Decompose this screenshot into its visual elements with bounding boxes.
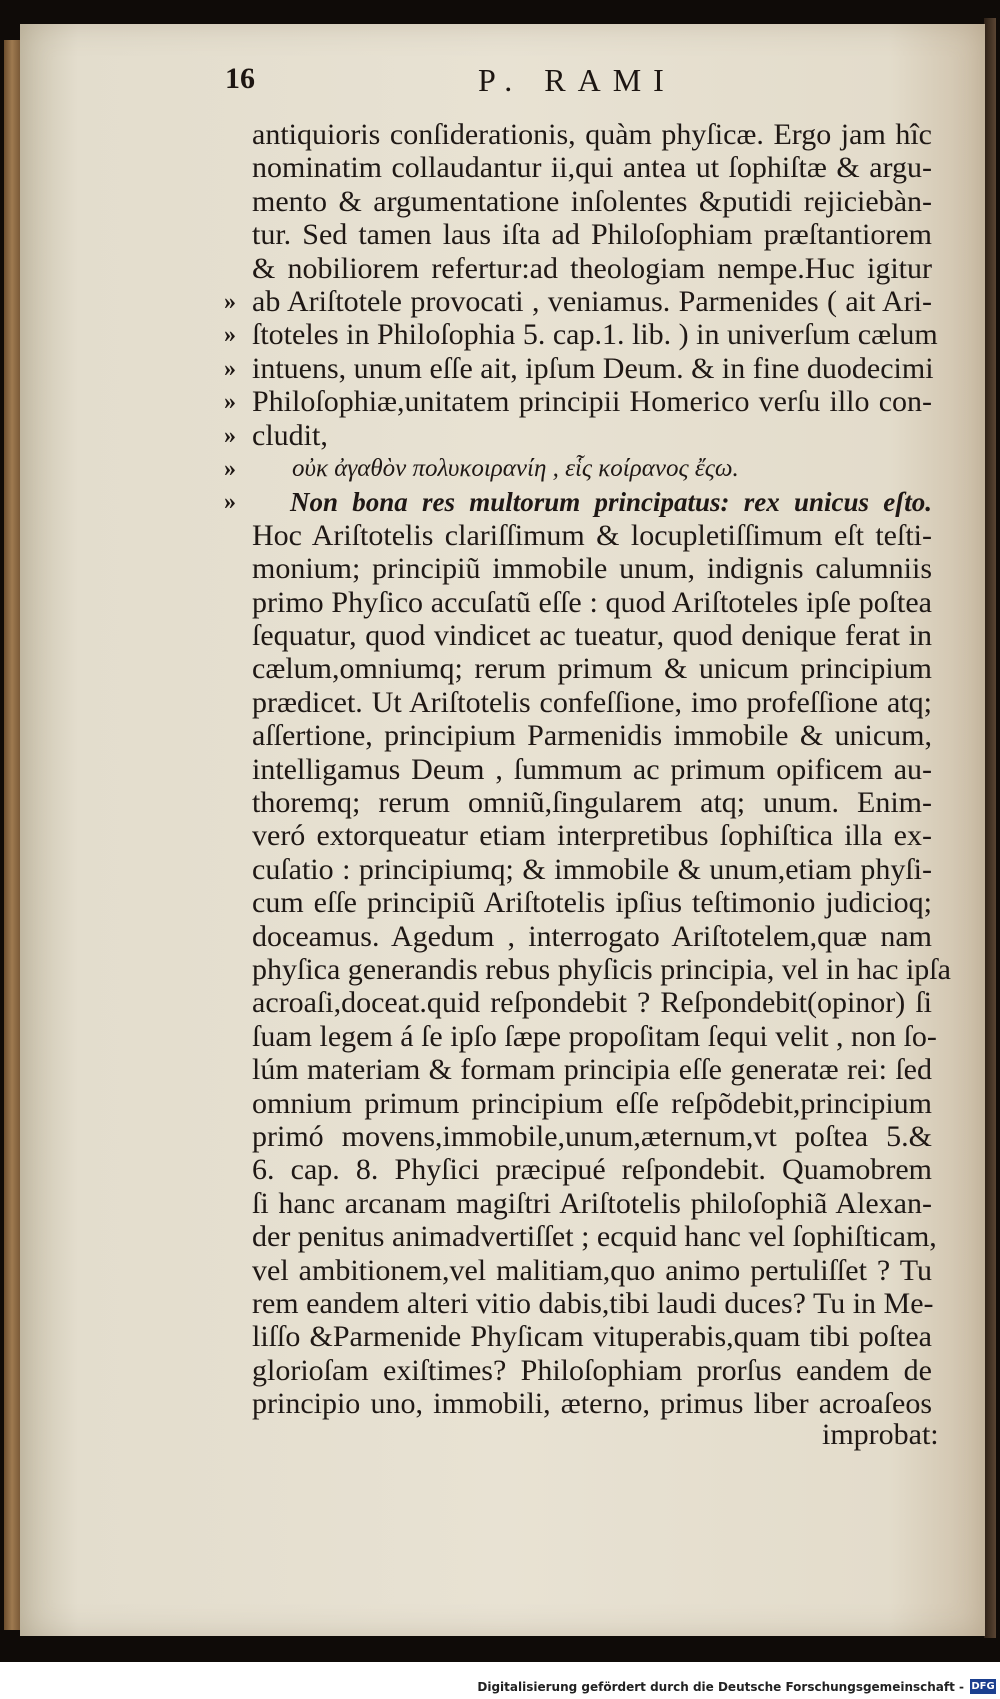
text-line: lúm materiam & formam principia eſſe generatæ rei: ſed: [252, 1053, 932, 1086]
quotation-mark: »: [224, 389, 236, 415]
text-line: ſtoteles in Philoſophia 5. cap.1. lib. ) in univerſum cælum: [252, 318, 938, 351]
text-line: intuens, unum eſſe ait, ipſum Deum. & in fine duodecimi: [252, 352, 934, 385]
quotation-mark: »: [224, 489, 236, 515]
text-line: cludit,: [252, 419, 328, 452]
text-line: aſſertione, principium Parmenidis immobile & unicum,: [252, 719, 932, 752]
text-line: Hoc Ariſtotelis clariſſimum & locupletiſſimum eſt teſti-: [252, 519, 932, 552]
text-line: der penitus animadvertiſſet ; ecquid hanc vel ſophiſticam,: [252, 1220, 937, 1253]
dfg-logo: DFG: [971, 1681, 995, 1692]
text-line: veró extorqueatur etiam interpretibus ſophiſtica illa ex-: [252, 819, 932, 852]
text-line: liſſo &Parmenide Phyſicam vituperabis,quam tibi poſtea: [252, 1320, 932, 1353]
text-line: οὐκ ἀγαθὸν πολυκοιρανίη , εἷς κοίρανος ἔςω.: [292, 455, 739, 482]
page-number: 16: [225, 62, 255, 95]
text-line: ab Ariſtotele provocati , veniamus. Parmenides ( ait Ari-: [252, 285, 932, 318]
text-line: monium; principiũ immobile unum, indignis calumniis: [252, 552, 932, 585]
text-line: cum eſſe principiũ Ariſtotelis ipſius teſtimonio judicioq;: [252, 886, 932, 919]
text-line: glorioſam exiſtimes? Philoſophiam prorſus eandem de: [252, 1354, 932, 1387]
text-line: vel ambitionem,vel malitiam,quo animo pertuliſſet ? Tu: [252, 1254, 932, 1287]
text-line: ſi hanc arcanam magiſtri Ariſtotelis philoſophiã Alexan-: [252, 1187, 932, 1220]
text-line: phyſica generandis rebus phyſicis principia, vel in hac ipſa: [252, 953, 951, 986]
text-line: intelligamus Deum , ſummum ac primum opificem au-: [252, 753, 932, 786]
text-line: cælum,omniumq; rerum primum & unicum principium: [252, 652, 932, 685]
text-line: mento & argumentatione inſolentes &putidi rejiciebàn-: [252, 185, 932, 218]
text-line: rem eandem alteri vitio dabis,tibi laudi duces? Tu in Me-: [252, 1287, 934, 1320]
running-head: P. RAMI: [478, 62, 676, 98]
quotation-mark: »: [224, 423, 236, 449]
text-line: antiquioris conſiderationis, quàm phyſicæ. Ergo jam hîc: [252, 118, 932, 151]
text-line: primó movens,immobile,unum,æternum,vt poſtea 5.&: [252, 1120, 932, 1153]
text-line: acroaſi,doceat.quid reſpondebit ? Reſpondebit(opinor) ſi: [252, 986, 932, 1019]
text-line: tur. Sed tamen laus iſta ad Philoſophiam præſtantiorem: [252, 218, 932, 251]
quotation-mark: »: [224, 456, 236, 482]
quotation-mark: »: [224, 322, 236, 348]
text-line: 6. cap. 8. Phyſici præcipué reſpondebit. Quamobrem: [252, 1153, 932, 1186]
text-line: cuſatio : principiumq; & immobile & unum,etiam phyſi-: [252, 853, 932, 886]
text-line: omnium primum principium eſſe reſpõdebit,principium: [252, 1087, 932, 1120]
text-line: principio uno, immobili, æterno, primus liber acroaſeos: [252, 1387, 932, 1420]
catchword: improbat:: [822, 1418, 939, 1451]
text-line: primo Phyſico accuſatũ eſſe : quod Ariſtoteles ipſe poſtea: [252, 586, 932, 619]
text-line: doceamus. Agedum , interrogato Ariſtotelem,quæ nam: [252, 920, 932, 953]
funding-credit: Digitalisierung gefördert durch die Deutsche Forschungsgemeinschaft -: [477, 1680, 964, 1694]
text-line: thoremq; rerum omniũ,ſingularem atq; unum. Enim-: [252, 786, 932, 819]
text-line: ſuam legem á ſe ipſo ſæpe propoſitam ſequi velit , non ſo-: [252, 1020, 937, 1053]
quotation-mark: »: [224, 356, 236, 382]
text-line: & nobiliorem refertur:ad theologiam nempe.Huc igitur: [252, 252, 932, 285]
quotation-mark: »: [224, 289, 236, 315]
text-line: Philoſophiæ,unitatem principii Homerico verſu illo con-: [252, 385, 932, 418]
text-line: ſequatur, quod vindicet ac tueatur, quod denique ferat in: [252, 619, 932, 652]
text-line: Non bona res multorum principatus: rex unicus eſto.: [290, 487, 932, 517]
text-line: prædicet. Ut Ariſtotelis confeſſione, imo profeſſione atq;: [252, 686, 932, 719]
text-line: nominatim collaudantur ii,qui antea ut ſophiſtæ & argu-: [252, 151, 932, 184]
